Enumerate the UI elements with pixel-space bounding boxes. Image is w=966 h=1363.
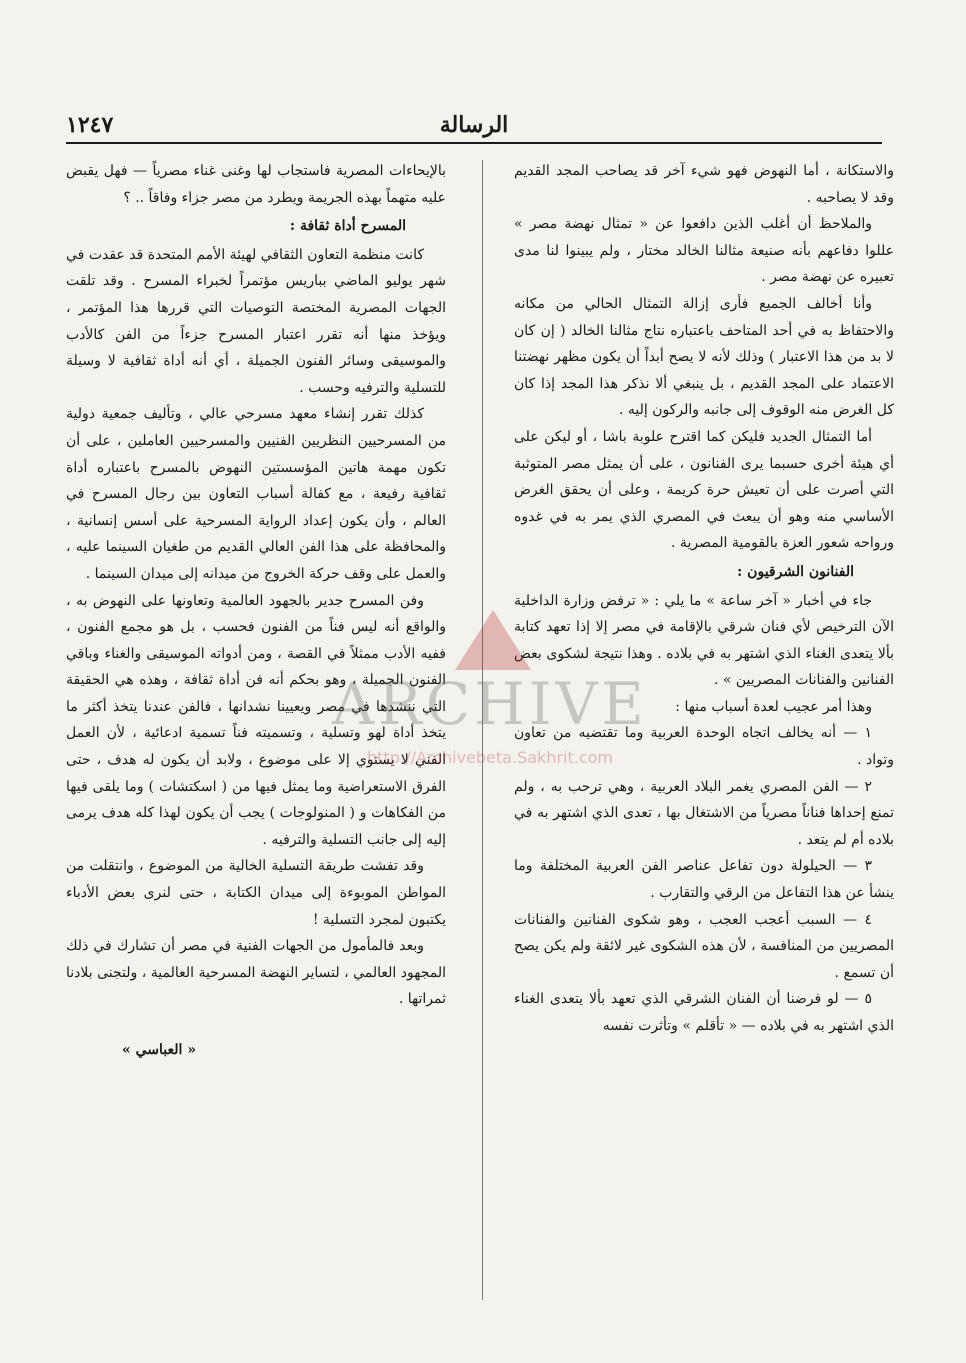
paragraph: وفن المسرح جدير بالجهود العالمية وتعاونها على النهوض به ، والواقع أنه ليس فناً من الفنون فحسب ، بل هو مجمع الفنون ، ففيه الأدب ممثلاً في القصة ، ومن أدواته الموسيقى والغناء وباقي الفنون الجميلة ، وهو بحكم أنه فن أداة ثقافة ، وهذه هي الحقيقة التي ننشدها في مصر ويعيينا نشدانها ، فالفن عندنا يتخذ أكثر ما يتخذ أداة لهو وتسلية ، وتسميته فناً تسمية ادعائية ، لأن العمل الفني لا يستوي إلا على موضوع ، ولابد أن يكون له هدف ، حتى الفرق الاستعراضية وما يمثل فيها من ( اسكتشات ) وما يلقى فيها من الفكاهات و ( المنولوجات ) يجب أن يكون لهذا كله هدف يرمى إليه إلى جانب التسلية والترفيه .: [66, 592, 446, 848]
watermark-url: http://Archivebeta.Sakhrit.com: [367, 748, 613, 767]
page-header: [66, 108, 882, 144]
section-heading: الفنانون الشرقيون :: [737, 563, 854, 580]
left-column: [66, 158, 446, 1308]
paragraph: وهذا أمر عجيب لعدة أسباب منها :: [675, 698, 872, 715]
paragraph: والملاحظ أن أغلب الذين دافعوا عن « تمثال نهضة مصر » عللوا دفاعهم بأنه صنيعة مثالنا الخالد مختار ، ولم يبينوا لنا مدى تعبيره عن نهضة مصر .: [514, 216, 894, 286]
paragraph: جاء في أخبار « آخر ساعة » ما يلي : « ترفض وزارة الداخلية الآن الترخيص لأي فنان شرقي بالإقامة في مصر إلا إذا تعهد كتابة بألا يتعدى الغناء الذي اشتهر به في بلاده . وهذا نتيجة لشكوى بعض الفنانين والفنانات المصريين » .: [514, 592, 894, 689]
paragraph: أما التمثال الجديد فليكن كما اقترح علوبة باشا ، أو ليكن على أي هيئة أخرى حسبما يرى الفنانون ، على أن يمثل مصر المتوثبة التي أصرت على أن تعيش حرة كريمة ، وعلى أن يحقق الغرض الأساسي منه وهو أن يبعث في المصري الذي يمر به في غدوه ورواحه شعور العزة بالقومية المصرية .: [514, 428, 894, 552]
list-item: ٥ — لو فرضنا أن الفنان الشرقي الذي تعهد بألا يتعدى الغناء الذي اشتهر به في بلاده — « تأقلم » وتأثرت نفسه: [514, 991, 894, 1034]
list-item: ٣ — الحيلولة دون تفاعل عناصر الفن العربية المختلفة وما ينشأ عن هذا التفاعل من الرقي والتقارب .: [514, 858, 894, 902]
paragraph: وأنا أخالف الجميع فأرى إزالة التمثال الحالي من مكانه والاحتفاظ به في أحد المتاحف باعتباره نتاج مثالنا الخالد ( إن كان لا بد من هذا الاعتبار ) وذلك لأنه لا يصح أبداً أن يكون مظهر نهضتنا الاعتماد على المجد القديم ، بل ينبغي ألا نذكر هذا المجد إذا كان كل الغرض منه الوقوف إلى جانبه والركون إليه .: [514, 295, 894, 419]
watermark-text: ARCHIVE: [332, 670, 648, 738]
paragraph: كذلك تقرر إنشاء معهد مسرحي عالي ، وتأليف جمعية دولية من المسرحيين النظريين الفنيين والمسرحيين العاملين ، على أن تكون مهمة هاتين المؤسستين النهوض بالمسرح باعتباره أداة ثقافية رفيعة ، مع كفالة أسباب التعاون بين رجال المسرح في العالم ، وأن يكون إعداد الرواية المسرحية على أسس إنسانية ، والمحافظة على هذا الفن العالي القديم من طغيان السينما عليه ، والعمل على وقف حركة الخروج من ميدانه إلى ميدان السينما .: [66, 406, 446, 582]
section-heading: المسرح أداة ثقافة :: [289, 218, 406, 235]
paragraph: وبعد فالمأمول من الجهات الفنية في مصر أن تشارك في ذلك المجهود العالمي ، لتساير النهضة المسرحية العالمية ، ولتجنى بلادنا ثمراتها .: [66, 938, 446, 1008]
paragraph: بالإيحاءات المصرية فاستجاب لها وغنى غناء مصرياً — فهل يقبض عليه متهماً بهذه الجريمة ويطرد من مصر جزاء وفاقاً .. ؟: [66, 163, 446, 206]
paragraph: والاستكانة ، أما النهوض فهو شيء آخر قد يصاحب المجد القديم وقد لا يصاحبه .: [514, 163, 894, 206]
author-signature: « العباسي »: [121, 1042, 196, 1058]
page-number: ١٢٤٧: [66, 112, 114, 138]
right-column: [514, 158, 894, 1308]
list-item: ١ — أنه يخالف اتجاه الوحدة العربية وما تقتضيه من تعاون وتواد .: [514, 725, 894, 769]
header-rule: [66, 142, 882, 144]
journal-title: الرسالة: [439, 112, 509, 138]
list-item: ٢ — الفن المصري يغمر البلاد العربية ، وهي ترحب به ، ولم تمنع إحداها فناناً مصرياً من الاشتغال بها ، تعدى الذي اشتهر به في بلاده أم لم يتعد .: [514, 778, 894, 848]
column-divider: [482, 160, 483, 1300]
list-item: ٤ — السبب أعجب العجب ، وهو شكوى الفنانين والفنانات المصريين من المنافسة ، لأن هذه الشكوى غير لائقة ولم يكن يصح أن تسمع .: [514, 911, 894, 981]
paragraph: كانت منظمة التعاون الثقافي لهيئة الأمم المتحدة قد عقدت في شهر يوليو الماضي بباريس مؤتمراً لخبراء المسرح . وقد تلقت الجهات المصرية المختصة التوصيات التي قررها هذا المؤتمر ، ويؤخذ منها أنه تقرر اعتبار المسرح جزءاً من الفن كالأدب والموسيقى وسائر الفنون الجميلة ، أي أنه أداة ثقافية لا وسيلة للتسلية والترفيه وحسب .: [66, 246, 446, 396]
paragraph: وقد تفشت طريقة التسلية الخالية من الموضوع ، وانتقلت من المواطن الموبوءة إلى ميدان الكتابة ، حتى لنرى بعض الأدباء يكتبون لمجرد التسلية !: [66, 858, 446, 928]
